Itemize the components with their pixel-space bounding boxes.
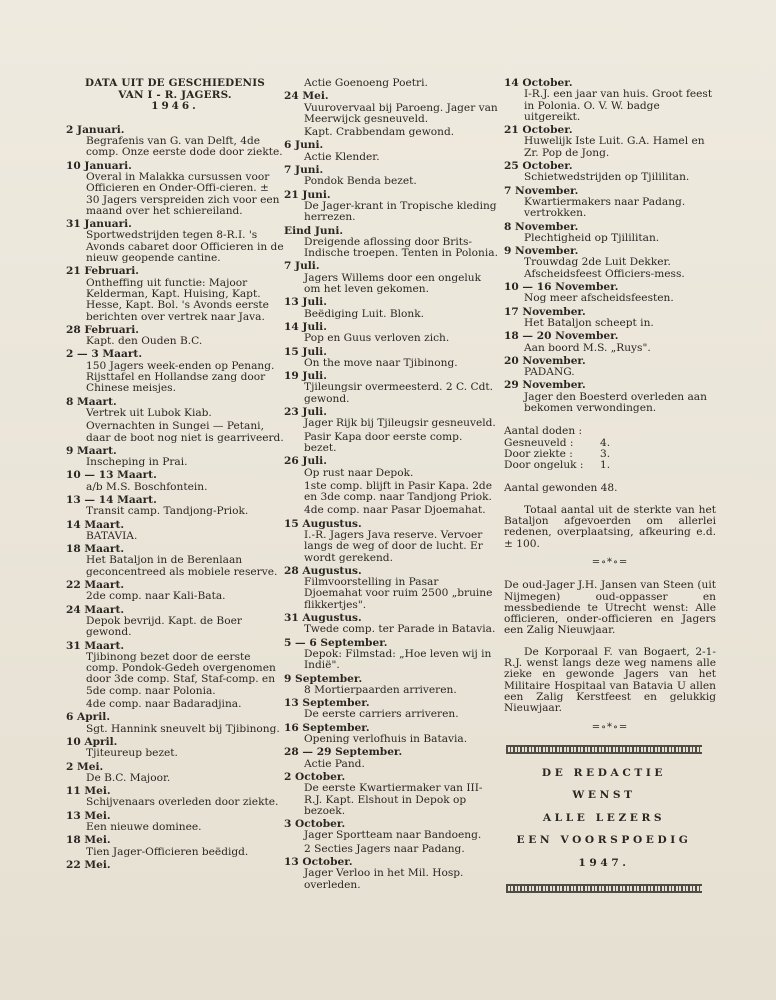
entry-body bbox=[66, 336, 284, 347]
timeline-entry bbox=[66, 811, 284, 834]
entry-line: Aan boord M.S. „Ruys". bbox=[524, 341, 651, 354]
entry-date: 2 Januari. bbox=[66, 123, 125, 136]
separator-2: =∘*∘= bbox=[591, 721, 629, 733]
timeline-entry bbox=[284, 519, 498, 564]
timeline-entry bbox=[66, 325, 284, 348]
entry-line: 1ste comp. blijft in Pasir Kapa. 2de en 3de comp. naar Tandjong Priok. bbox=[304, 479, 492, 504]
entry-line: Trouwdag 2de Luit Dekker. Afscheidsfeest Officiers-mess. bbox=[524, 256, 685, 280]
entry-body bbox=[66, 278, 284, 323]
entry-line: Inscheping in Prai. bbox=[86, 456, 188, 469]
entry-date: 18 Maart. bbox=[66, 543, 125, 556]
entry-date: 21 Juni. bbox=[284, 188, 331, 201]
entry-line: I-R.J. een jaar van huis. Groot feest in Polonia. O. V. W. badge uitgereikt. bbox=[524, 88, 713, 123]
entry-date: 7 Juni. bbox=[284, 164, 324, 177]
entry-date: 23 Juli. bbox=[284, 406, 327, 419]
timeline-entry bbox=[504, 331, 716, 354]
timeline-entry bbox=[66, 712, 284, 735]
entry-body bbox=[66, 724, 284, 735]
entry-date: 13 — 14 Maart. bbox=[66, 493, 157, 506]
timeline-entry bbox=[504, 356, 716, 379]
entry-body bbox=[504, 257, 716, 280]
entry-date: 31 Maart. bbox=[66, 639, 125, 652]
entry-body bbox=[504, 197, 716, 220]
timeline-entry bbox=[284, 78, 498, 89]
entry-body bbox=[66, 748, 284, 759]
entry-line: PADANG. bbox=[524, 366, 575, 379]
wounded-count: Aantal gewonden 48. bbox=[504, 481, 618, 494]
entry-body bbox=[504, 293, 716, 304]
timeline-entry bbox=[66, 219, 284, 264]
entry-body bbox=[284, 418, 498, 454]
entry-date: 25 October. bbox=[504, 160, 573, 173]
entry-line: Depok: Filmstad: „Hoe leven wij in Indië". bbox=[304, 647, 492, 672]
entry-line: Tjiteureup bezet. bbox=[86, 747, 178, 760]
entry-date: 28 Februari. bbox=[66, 323, 139, 336]
timeline-entry bbox=[66, 495, 284, 518]
entry-date: 6 Juni. bbox=[284, 139, 324, 152]
entry-body bbox=[284, 577, 498, 611]
timeline-entry bbox=[284, 322, 498, 345]
entry-line: Overal in Malakka cursussen voor Officieren en Onder-Offi-cieren. ± 30 Jagers verspreiden zich voor een maand over het schiereiland. bbox=[86, 170, 280, 217]
entry-line: Pop en Guus verloven zich. bbox=[304, 332, 450, 345]
entry-line: Actie Pand. bbox=[304, 757, 365, 770]
timeline-entry bbox=[66, 446, 284, 469]
entry-line: Nog meer afscheidsfeesten. bbox=[524, 292, 674, 305]
entry-body bbox=[284, 382, 498, 405]
entry-line: Kwartiermakers naar Padang. vertrokken. bbox=[524, 195, 686, 220]
entry-date: 19 Juli. bbox=[284, 370, 327, 383]
timeline-entry bbox=[284, 613, 498, 636]
entry-date: 22 Mei. bbox=[66, 858, 111, 871]
entry-date: 7 November. bbox=[504, 184, 579, 197]
entry-body bbox=[66, 822, 284, 833]
timeline-entry bbox=[504, 161, 716, 184]
timeline-entry bbox=[66, 786, 284, 809]
article-year: 1946. bbox=[151, 100, 199, 113]
entry-date: 14 October. bbox=[504, 77, 573, 89]
timeline-entry bbox=[66, 161, 284, 217]
entry-body bbox=[284, 176, 498, 187]
entry-date: 24 Mei. bbox=[284, 90, 329, 103]
entry-date: 31 Augustus. bbox=[284, 612, 362, 625]
entry-line: Het Bataljon in de Berenlaan geconcentreed als mobiele reserve. bbox=[86, 554, 278, 578]
timeline-entry bbox=[66, 397, 284, 444]
entry-body bbox=[284, 685, 498, 696]
entry-body bbox=[284, 468, 498, 517]
notice-jansen: De oud-Jager J.H. Jansen van Steen (uit Nijmegen) oud-oppasser en messbediende te Utrecht wenst: Alle officieren, onder-officieren en Jagers een Zalig Nieuwjaar. bbox=[504, 579, 716, 637]
entry-body bbox=[504, 89, 716, 123]
timeline-entry bbox=[284, 723, 498, 746]
entry-date: 9 November. bbox=[504, 245, 579, 258]
timeline-entry bbox=[284, 165, 498, 188]
timeline-entry bbox=[66, 580, 284, 603]
timeline-entry bbox=[66, 125, 284, 159]
entry-line: Schietwedstrijden op Tjililitan. bbox=[524, 171, 690, 184]
entry-body bbox=[284, 358, 498, 369]
entry-body bbox=[66, 531, 284, 542]
entry-line: Kapt. Crabbendam gewond. bbox=[304, 126, 455, 139]
entry-date: Eind Juni. bbox=[284, 224, 344, 237]
column-1 bbox=[66, 78, 284, 872]
timeline-entry bbox=[66, 860, 284, 871]
entry-date: 21 October. bbox=[504, 124, 573, 137]
entry-line: 2de comp. naar Kali-Bata. bbox=[86, 590, 226, 603]
entry-line: Sportwedstrijden tegen 8-R.I. 's Avonds cabaret door Officieren in de nieuw geopende cantine. bbox=[86, 229, 284, 265]
wish-line-1: DE REDACTIE bbox=[541, 766, 667, 779]
entry-line: Tjileungsir overmeesterd. 2 C. Cdt. gewond. bbox=[304, 381, 493, 405]
entry-date: 20 November. bbox=[504, 354, 586, 367]
entry-date: 10 — 16 November. bbox=[504, 281, 619, 294]
timeline-entry bbox=[284, 190, 498, 224]
entry-body bbox=[504, 367, 716, 378]
timeline-entry bbox=[504, 125, 716, 159]
entry-date: 10 Januari. bbox=[66, 159, 132, 172]
entry-date: 13 Juli. bbox=[284, 296, 327, 309]
timeline-col1 bbox=[66, 125, 284, 871]
entry-line: I.-R. Jagers Java reserve. Vervoer langs de weg of door de lucht. Er wordt gerekend. bbox=[304, 528, 483, 564]
entry-line: 4de comp. naar Pasar Djoemahat. bbox=[304, 504, 486, 517]
entry-date: 7 Juli. bbox=[284, 260, 320, 273]
timeline-entry bbox=[66, 835, 284, 858]
timeline-entry bbox=[66, 520, 284, 543]
entry-body bbox=[284, 734, 498, 745]
entry-body bbox=[284, 759, 498, 770]
entry-body bbox=[284, 309, 498, 320]
entry-date: 6 April. bbox=[66, 711, 111, 724]
timeline-col2 bbox=[284, 78, 498, 891]
entry-line: On the move naar Tjibinong. bbox=[304, 356, 458, 369]
wish-line-4: EEN VOORSPOEDIG bbox=[516, 834, 692, 847]
entry-body bbox=[284, 333, 498, 344]
timeline-entry bbox=[66, 266, 284, 322]
timeline-entry bbox=[284, 638, 498, 672]
timeline-entry bbox=[66, 349, 284, 394]
entry-date: 24 Maart. bbox=[66, 603, 125, 616]
entry-body bbox=[66, 172, 284, 217]
entry-body bbox=[66, 361, 284, 395]
entry-date: 18 — 20 November. bbox=[504, 330, 619, 343]
stat-row bbox=[504, 460, 634, 471]
entry-body bbox=[66, 457, 284, 468]
timeline-entry bbox=[66, 605, 284, 639]
entry-body bbox=[504, 136, 716, 159]
decorative-border-top bbox=[506, 745, 702, 754]
entry-line: Dreigende aflossing door Brits-Indische troepen. Tenten in Polonia. bbox=[304, 235, 498, 260]
article-title-line1: DATA UIT DE GESCHIEDENIS bbox=[85, 77, 265, 89]
entry-line: Tjibinong bezet door de eerste comp. Pondok-Gedeh overgenomen door 3de comp. Staf, Staf-comp. en 5de comp. naar Polonia. bbox=[86, 650, 276, 697]
entry-line: Vertrek uit Lubok Kiab. bbox=[86, 406, 212, 419]
entry-date: 28 — 29 September. bbox=[284, 746, 403, 759]
timeline-entry bbox=[284, 772, 498, 817]
entry-line: Huwelijk Iste Luit. G.A. Hamel en Zr. Pop de Jong. bbox=[524, 135, 705, 159]
notice-bogaert: De Korporaal F. van Bogaert, 2-1-R.J. wenst langs deze weg namens alle zieke en gewonde Jagers van het Militaire Hospitaal van Batavia U allen een Zalig Kerstfeest en gelukkig Nieuwjaar. bbox=[504, 645, 716, 715]
entry-line: Een nieuwe dominee. bbox=[86, 821, 202, 833]
timeline-entry bbox=[284, 819, 498, 855]
entry-date: 15 Augustus. bbox=[284, 517, 362, 530]
stats-heading: Aantal doden : bbox=[504, 425, 583, 438]
entry-line: Jager Verloo in het Mil. Hosp. overleden. bbox=[304, 867, 464, 891]
column-2 bbox=[284, 78, 498, 893]
entry-body bbox=[504, 233, 716, 244]
stat-value: 1. bbox=[600, 459, 611, 472]
entry-line: Actie Klender. bbox=[304, 150, 380, 163]
entry-body bbox=[284, 201, 498, 224]
timeline-entry bbox=[66, 737, 284, 760]
entry-date: 13 October. bbox=[284, 856, 353, 868]
entry-date: 31 Januari. bbox=[66, 218, 132, 231]
entry-body bbox=[284, 649, 498, 672]
entry-body bbox=[284, 830, 498, 855]
entry-date: 14 Juli. bbox=[284, 320, 327, 333]
entry-line: BATAVIA. bbox=[86, 529, 138, 542]
timeline-entry bbox=[284, 297, 498, 320]
entry-body bbox=[66, 591, 284, 602]
entry-line: Ontheffing uit functie: Majoor Kelderman, Kapt. Huising, Kapt. Hesse, Kapt. Bol. 's Avonds eerste berichten over vertrek naar Java. bbox=[86, 276, 269, 323]
entry-line: Opening verlofhuis in Batavia. bbox=[304, 733, 468, 746]
entry-line: Jager Rijk bij Tjileugsir gesneuveld. bbox=[304, 417, 496, 430]
entry-body bbox=[504, 172, 716, 183]
entry-line: Pondok Benda bezet. bbox=[304, 175, 417, 188]
entry-body bbox=[66, 773, 284, 784]
entry-line: Pasir Kapa door eerste comp. bezet. bbox=[304, 430, 463, 454]
entry-date: 22 Maart. bbox=[66, 579, 125, 592]
separator-1: =∘*∘= bbox=[591, 556, 629, 568]
entry-date: 8 Maart. bbox=[66, 395, 117, 408]
stat-label: Gesneuveld : bbox=[504, 436, 574, 449]
entry-line: Op rust naar Depok. bbox=[304, 466, 414, 479]
entry-body bbox=[66, 652, 284, 710]
death-stats bbox=[504, 426, 716, 550]
stat-label: Door ongeluk : bbox=[504, 459, 584, 472]
entry-body bbox=[66, 408, 284, 444]
entry-date: 21 Februari. bbox=[66, 265, 139, 278]
article-title-line2: VAN I - R. JAGERS. bbox=[118, 88, 232, 101]
entry-body bbox=[66, 230, 284, 264]
entry-line: Tien Jager-Officieren beëdigd. bbox=[86, 845, 249, 858]
entry-line: De B.C. Majoor. bbox=[86, 771, 171, 784]
entry-line: Kapt. den Ouden B.C. bbox=[86, 335, 203, 348]
timeline-entry bbox=[284, 407, 498, 454]
entry-line: Jager Sportteam naar Bandoeng. bbox=[304, 829, 482, 842]
entry-body bbox=[504, 318, 716, 329]
entry-line: Actie Goenoeng Poetri. bbox=[304, 77, 428, 89]
stats-rows bbox=[504, 438, 716, 472]
entry-line: 8 Mortierpaarden arriveren. bbox=[304, 683, 457, 696]
column-3 bbox=[504, 78, 716, 901]
entry-date: 26 Juli. bbox=[284, 455, 327, 468]
entry-line: Overnachten in Sungei — Petani, daar de boot nog niet is gearriveerd. bbox=[86, 420, 284, 444]
entry-body bbox=[66, 847, 284, 858]
entry-body bbox=[66, 797, 284, 808]
wish-line-5: 1947. bbox=[578, 856, 630, 869]
entry-line: Sgt. Hannink sneuvelt bij Tjibinong. bbox=[86, 722, 280, 735]
entry-date: 2 October. bbox=[284, 770, 346, 783]
timeline-entry bbox=[284, 140, 498, 163]
entry-line: Jagers Willems door een ongeluk om het leven gekomen. bbox=[304, 271, 482, 296]
entry-date: 17 November. bbox=[504, 305, 586, 318]
entry-body bbox=[504, 343, 716, 354]
timeline-entry bbox=[504, 380, 716, 414]
entry-date: 15 Juli. bbox=[284, 345, 327, 358]
stat-value: 3. bbox=[600, 447, 611, 460]
total-removed: Totaal aantal uit de sterkte van het Bataljon afgevoerden om allerlei redenen, overplaatsing, afkeuring e.d. ± 100. bbox=[504, 503, 716, 550]
timeline-entry bbox=[504, 282, 716, 305]
entry-body bbox=[504, 392, 716, 415]
stat-label: Door ziekte : bbox=[504, 447, 573, 460]
entry-date: 10 — 13 Maart. bbox=[66, 469, 157, 482]
entry-body bbox=[66, 136, 284, 159]
timeline-entry bbox=[284, 261, 498, 295]
entry-body bbox=[284, 237, 498, 260]
timeline-entry bbox=[284, 747, 498, 770]
entry-date: 11 Mei. bbox=[66, 785, 111, 798]
entry-date: 9 September. bbox=[284, 672, 363, 685]
entry-body bbox=[284, 530, 498, 564]
entry-body bbox=[284, 78, 498, 89]
wish-line-3: ALLE LEZERS bbox=[542, 811, 666, 824]
entry-body bbox=[284, 868, 498, 891]
entry-line: Beëdiging Luit. Blonk. bbox=[304, 307, 425, 320]
entry-date: 2 — 3 Maart. bbox=[66, 348, 143, 361]
entry-line: De Jager-krant in Tropische kleding herrezen. bbox=[304, 199, 497, 224]
entry-body bbox=[284, 709, 498, 720]
timeline-entry bbox=[284, 566, 498, 611]
entry-body bbox=[66, 616, 284, 639]
entry-body bbox=[66, 482, 284, 493]
entry-date: 14 Maart. bbox=[66, 518, 125, 531]
entry-line: Het Bataljon scheept in. bbox=[524, 316, 654, 329]
timeline-entry bbox=[504, 246, 716, 280]
entry-date: 8 November. bbox=[504, 220, 579, 233]
timeline-entry bbox=[504, 307, 716, 330]
timeline-entry bbox=[66, 641, 284, 711]
timeline-entry bbox=[284, 674, 498, 697]
entry-line: Twede comp. ter Parade in Batavia. bbox=[304, 623, 496, 636]
entry-date: 5 — 6 September. bbox=[284, 636, 388, 649]
timeline-entry bbox=[284, 91, 498, 138]
entry-line: Plechtigheid op Tjililitan. bbox=[524, 231, 660, 244]
timeline-col3 bbox=[504, 78, 716, 414]
entry-line: Transit camp. Tandjong-Priok. bbox=[86, 505, 249, 518]
entry-body bbox=[284, 273, 498, 296]
entry-date: 18 Mei. bbox=[66, 834, 111, 847]
entry-date: 2 Mei. bbox=[66, 760, 104, 773]
stat-value: 4. bbox=[600, 436, 611, 449]
timeline-entry bbox=[284, 371, 498, 405]
wish-line-2: WENST bbox=[572, 789, 636, 802]
entry-date: 28 Augustus. bbox=[284, 564, 362, 577]
timeline-entry bbox=[66, 544, 284, 578]
entry-date: 3 October. bbox=[284, 818, 346, 831]
entry-line: a/b M.S. Boschfontein. bbox=[86, 480, 208, 493]
timeline-entry bbox=[284, 698, 498, 721]
entry-date: 10 April. bbox=[66, 735, 118, 748]
timeline-entry bbox=[66, 762, 284, 785]
timeline-entry bbox=[504, 78, 716, 123]
entry-date: 13 Mei. bbox=[66, 809, 111, 822]
entry-line: De eerste carriers arriveren. bbox=[304, 708, 459, 721]
entry-line: 4de comp. naar Badaradjina. bbox=[86, 698, 242, 711]
timeline-entry bbox=[284, 857, 498, 891]
entry-date: 13 September. bbox=[284, 697, 370, 710]
entry-line: 2 Secties Jagers naar Padang. bbox=[304, 842, 465, 855]
entry-body bbox=[284, 624, 498, 635]
timeline-entry bbox=[284, 456, 498, 516]
entry-body bbox=[284, 103, 498, 139]
timeline-entry bbox=[284, 226, 498, 260]
entry-date: 29 November. bbox=[504, 379, 586, 392]
timeline-entry bbox=[284, 347, 498, 370]
entry-date: 16 September. bbox=[284, 721, 370, 734]
entry-body bbox=[284, 783, 498, 817]
entry-line: Vuurovervaal bij Paroeng. Jager van Meerwijck gesneuveld. bbox=[304, 101, 498, 125]
timeline-entry bbox=[504, 186, 716, 220]
entry-body bbox=[284, 152, 498, 163]
entry-line: Jager den Boesterd overleden aan bekomen verwondingen. bbox=[524, 390, 707, 415]
entry-body bbox=[66, 555, 284, 578]
timeline-entry bbox=[66, 470, 284, 493]
entry-date: 9 Maart. bbox=[66, 444, 117, 457]
entry-body bbox=[66, 506, 284, 517]
entry-line: 150 Jagers week-enden op Penang. Rijsttafel en Hollandse zang door Chinese meisjes. bbox=[86, 359, 275, 395]
new-year-wish bbox=[504, 762, 716, 875]
entry-line: Filmvoorstelling in Pasar Djoemahat voor ruim 2500 „bruine flikkertjes". bbox=[304, 576, 493, 611]
entry-line: Schijvenaars overleden door ziekte. bbox=[86, 796, 279, 809]
decorative-border-bottom bbox=[506, 884, 702, 893]
entry-line: Begrafenis van G. van Delft, 4de comp. Onze eerste dode door ziekte. bbox=[86, 135, 283, 159]
entry-line: De eerste Kwartiermaker van III-R.J. Kapt. Elshout in Depok op bezoek. bbox=[304, 782, 483, 817]
timeline-entry bbox=[504, 222, 716, 245]
entry-line: Depok bevrijd. Kapt. de Boer gewond. bbox=[86, 614, 242, 639]
